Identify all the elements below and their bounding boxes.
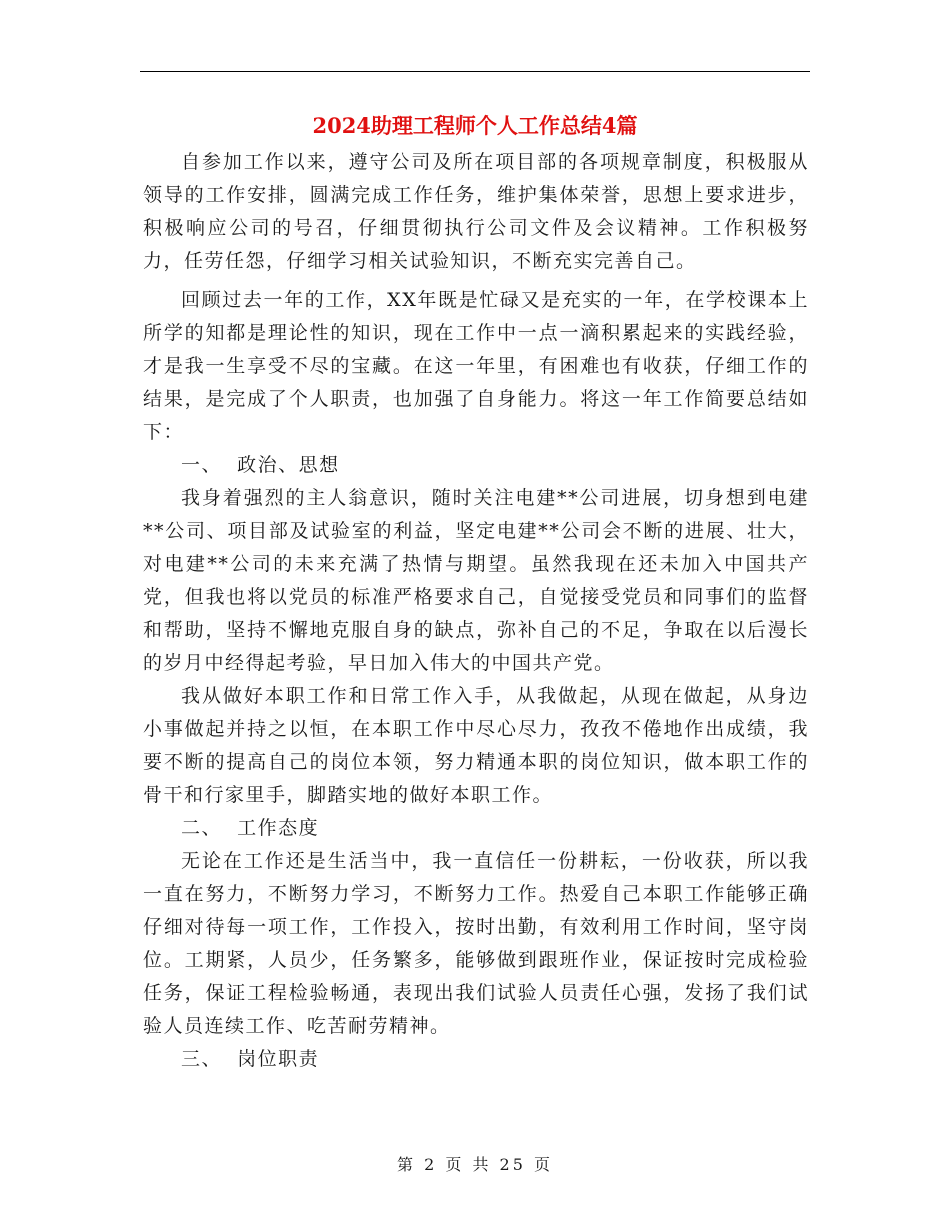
document-title: 2024助理工程师个人工作总结4篇	[312, 113, 638, 138]
document-body	[143, 146, 809, 1076]
paragraph-politics-2: 我从做好本职工作和日常工作入手，从我做起，从现在做起，从身边小事做起并持之以恒，在本职工作中尽心尽力，孜孜不倦地作出成绩，我要不断的提高自己的岗位本领，努力精通本职的岗位知识，做本职工作的骨干和行家里手，脚踏实地的做好本职工作。	[143, 685, 809, 806]
paragraph-intro: 自参加工作以来，遵守公司及所在项目部的各项规章制度，积极服从领导的工作安排，圆满完成工作任务，维护集体荣誉，思想上要求进步，积极响应公司的号召，仔细贯彻执行公司文件及会议精神。工作积极努力，任劳任怨，仔细学习相关试验知识，不断充实完善自己。	[143, 151, 809, 272]
paragraph-attitude: 无论在工作还是生活当中，我一直信任一份耕耘，一份收获，所以我一直在努力，不断努力学习，不断努力工作。热爱自己本职工作能够正确仔细对待每一项工作，工作投入，按时出勤，有效利用工作时间，坚守岗位。工期紧，人员少，任务繁多，能够做到跟班作业，保证按时完成检验任务，保证工程检验畅通，表现出我们试验人员责任心强，发扬了我们试验人员连续工作、吃苦耐劳精神。	[143, 850, 809, 1037]
section-heading-politics: 一、 政治、思想	[181, 454, 340, 476]
header-rule	[140, 71, 810, 72]
paragraph-review: 回顾过去一年的工作，XX年既是忙碌又是充实的一年，在学校课本上所学的知都是理论性的知识，现在工作中一点一滴积累起来的实践经验，才是我一生享受不尽的宝藏。在这一年里，有困难也有收获，仔细工作的结果，是完成了个人职责，也加强了自身能力。将这一年工作简要总结如下：	[143, 289, 809, 443]
section-heading-attitude: 二、 工作态度	[181, 817, 320, 839]
section-heading-duties: 三、 岗位职责	[181, 1048, 320, 1070]
page-number-footer: 第 2 页 共 25 页	[397, 1155, 553, 1174]
paragraph-politics-1: 我身着强烈的主人翁意识，随时关注电建**公司进展，切身想到电建**公司、项目部及试验室的利益，坚定电建**公司会不断的进展、壮大，对电建**公司的未来充满了热情与期望。虽然我现在还未加入中国共产党，但我也将以党员的标准严格要求自己，自觉接受党员和同事们的监督和帮助，坚持不懈地克服自身的缺点，弥补自己的不足，争取在以后漫长的岁月中经得起考验，早日加入伟大的中国共产党。	[143, 487, 809, 674]
